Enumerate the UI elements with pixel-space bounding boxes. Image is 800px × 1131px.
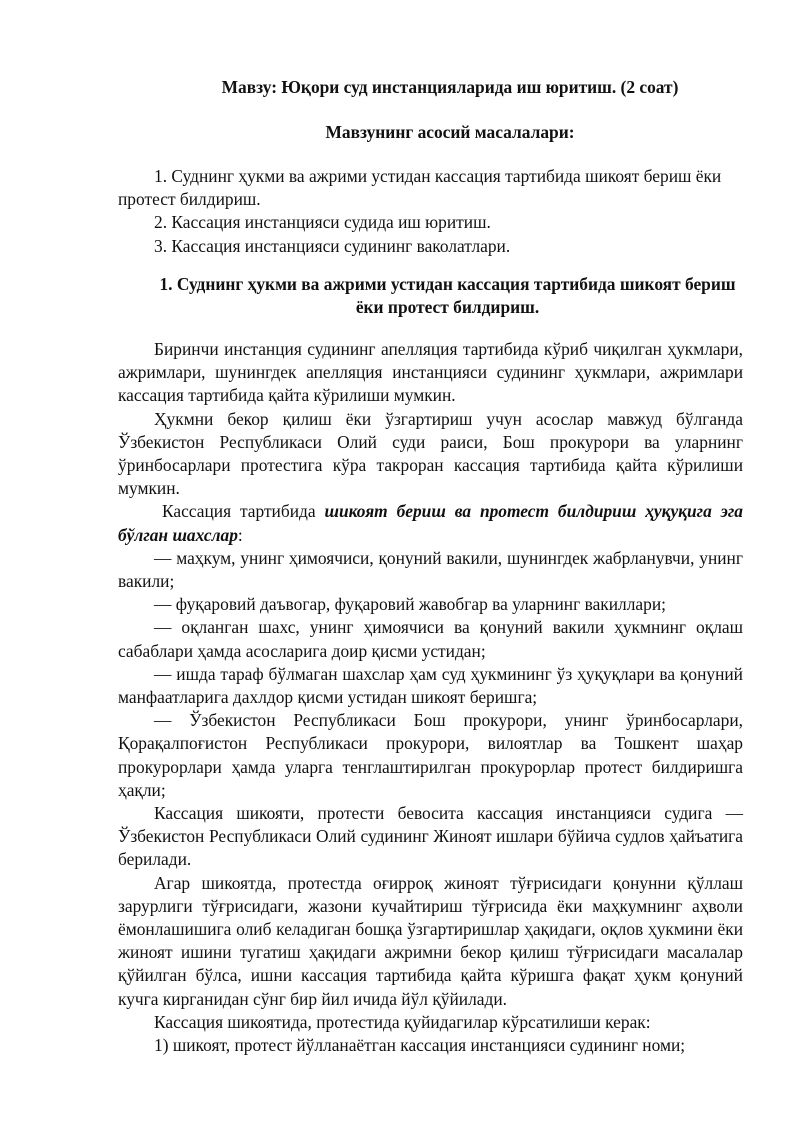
issues-list [118, 165, 743, 258]
dash-item: — маҳкум, унинг ҳимоячиси, қонуний вакили, шунингдек жабрланувчи, унинг вакили; [118, 547, 743, 592]
list-item: 2. Кассация инстанцияси судида иш юритиш. [154, 212, 491, 233]
list-item: 3. Кассация инстанцияси судининг ваколатлари. [154, 235, 511, 256]
section-subtitle: Мавзунинг асосий масалалари: [325, 122, 575, 142]
paragraph: 1) шикоят, протест йўлланаётган кассация инстанцияси судининг номи; [154, 1035, 686, 1056]
emphasized-phrase: шикоят бериш ва протест билдириш ҳуқуқига эга бўлган шахслар [118, 501, 743, 545]
dash-item: — Ўзбекистон Республикаси Бош прокурори, унинг ўринбосарлари, Қорақалпоғистон Республикаси прокурори, вилоятлар ва Тошкент шаҳар прокурорлари ҳамда уларга тенглаштирилган прокурорлар протест билдиришга ҳақли; [118, 710, 743, 800]
paragraph-tail: : [237, 524, 243, 545]
dash-item: — ишда тараф бўлмаган шахслар ҳам суд ҳукмининг ўз ҳуқуқлари ва қонуний манфаатларига дахлдор қисми устидан шикоят беришга; [118, 663, 743, 708]
dash-item: — оқланган шахс, унинг ҳимоячиси ва қонуний вакили ҳукмнинг оқлаш сабаблари ҳамда асосларига доир қисми устидан; [118, 617, 743, 661]
paragraph [118, 500, 743, 546]
body-text [118, 338, 743, 1057]
dash-item: — фуқаровий даъвогар, фуқаровий жавобгар ва уларнинг вакиллари; [154, 594, 666, 615]
page-title: Мавзу: Юқори суд инстанцияларида иш юритиш. (2 соат) [221, 77, 679, 97]
paragraph: Агар шикоятда, протестда оғирроқ жиноят тўғрисидаги қонунни қўллаш зарурлиги тўғрисидаги, жазони кучайтириш тўғрисида ёки маҳкумнинг аҳволи ёмонлашишига олиб келадиган бошқа ўзгартиришлар ҳақидаги, оқлов ҳукмини ёки жиноят ишини тугатиш ҳақидаги ажримни бекор қилиш тўғрисидаги масалалар қўйилган бўлса, ишни кассация тартибида қайта кўришга фақат ҳукм қонуний кучга кирганидан сўнг бир йил ичида йўл қўйилади. [118, 872, 743, 1009]
paragraph: Ҳукмни бекор қилиш ёки ўзгартириш учун асослар мавжуд бўлганда Ўзбекистон Республикаси Олий суди раиси, Бош прокурори ва уларнинг ўринбосарлари протестига кўра такроран кассация тартибида қайта кўрилиши мумкин. [118, 408, 743, 499]
list-item: 1. Суднинг ҳукми ва ажрими устидан кассация тартибида шикоят бериш ёки протест билдириш. [118, 166, 722, 210]
paragraph: Кассация шикояти, протести бевосита кассация инстанцияси судига — Ўзбекистон Республикаси Олий судининг Жиноят ишлари бўйича судлов ҳайъатига берилади. [118, 803, 743, 870]
paragraph: Кассация шикоятида, протестида қуйидагилар кўрсатилиши керак: [154, 1011, 651, 1032]
paragraph: Биринчи инстанция судининг апелляция тартибида кўриб чиқилган ҳукмлари, ажримлари, шунингдек апелляция инстанцияси судининг ҳукмлари, ажримлари кассация тартибида қайта кўрилиши мумкин. [118, 339, 743, 406]
paragraph-lead: Кассация тартибида [162, 501, 325, 522]
section-heading: 1. Суднинг ҳукми ва ажрими устидан кассация тартибида шикоят бериш ёки протест билдириш. [159, 274, 736, 318]
